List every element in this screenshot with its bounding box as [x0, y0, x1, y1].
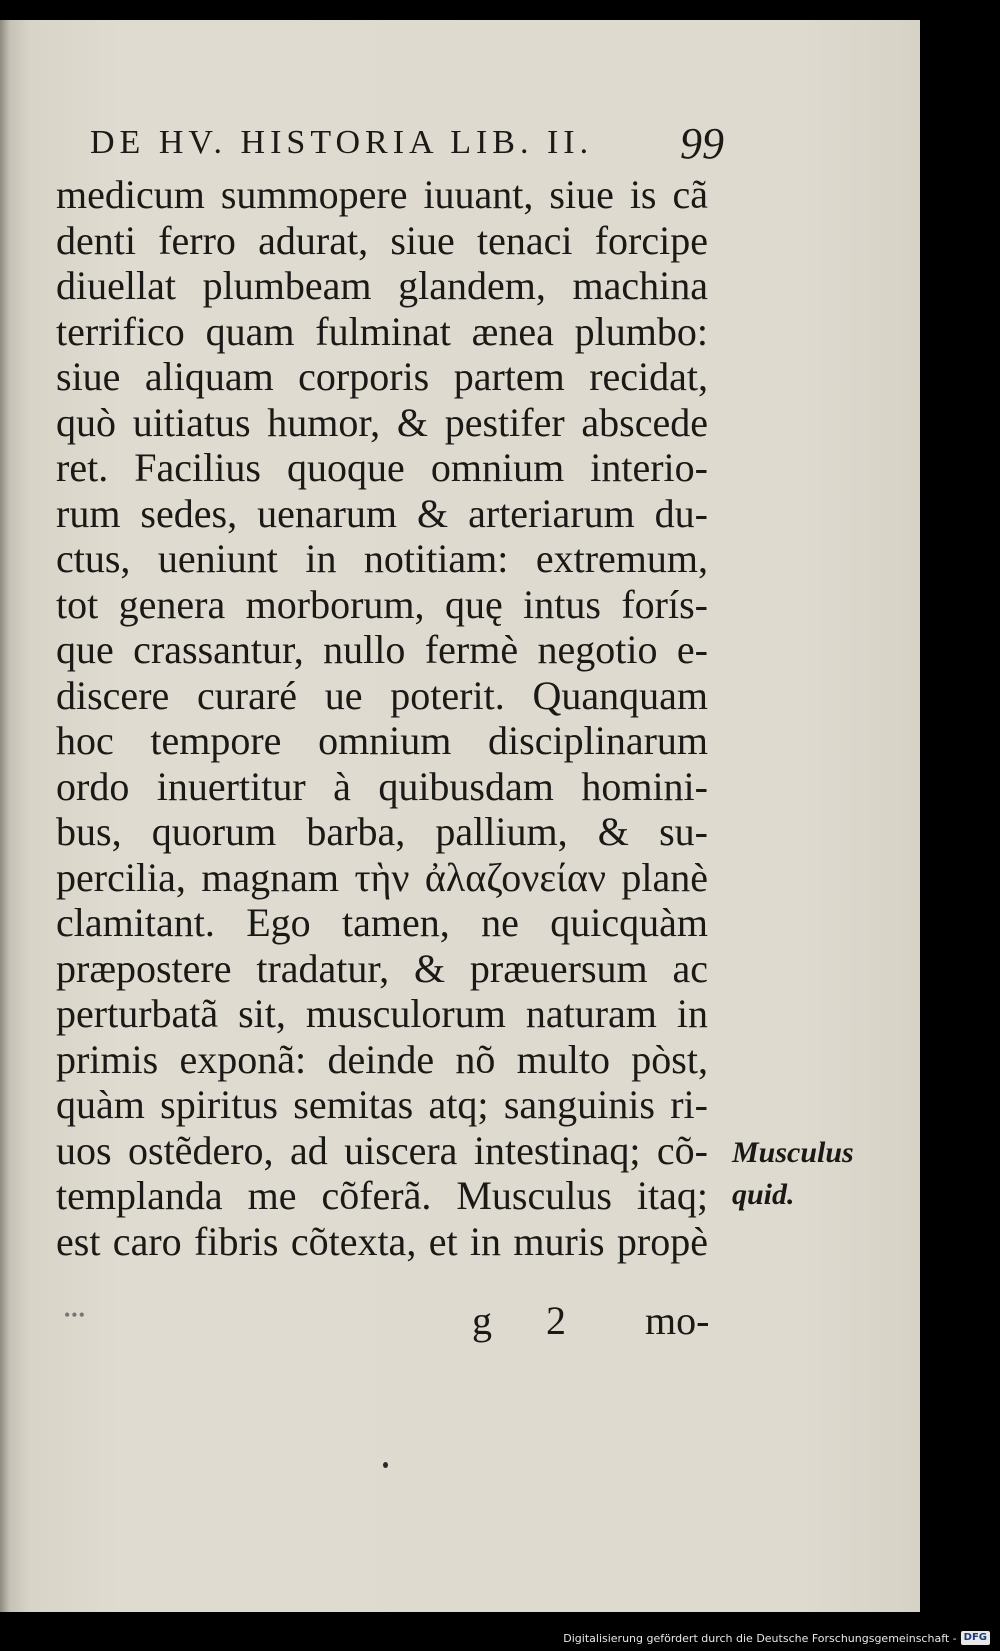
- catchword: mo-: [645, 1298, 710, 1343]
- body-text: [56, 172, 716, 1264]
- page-number: 99: [680, 119, 724, 168]
- text-line: ret. Facilius quoque omnium interio-: [56, 445, 708, 490]
- text-line: hoc tempore omnium disciplinarum: [56, 718, 708, 763]
- text-line: perturbatã sit, musculorum naturam in: [56, 991, 708, 1036]
- text-line: bus, quorum barba, pallium, & su-: [56, 809, 708, 854]
- text-line: quò uitiatus humor, & pestifer abscede: [56, 399, 708, 445]
- text-line: primis exponã: deinde nõ multo pòst,: [56, 1036, 708, 1082]
- text-line: percilia, magnam τὴν ἀλαζονείαν planè: [56, 854, 708, 900]
- text-line: ctus, ueniunt in notitiam: extremum,: [56, 536, 708, 581]
- text-line: siue aliquam corporis partem recidat,: [56, 354, 708, 399]
- text-line: tot genera morborum, quę intus forís-: [56, 581, 708, 627]
- text-line: medicum summopere iuuant, siue is cã: [56, 172, 708, 217]
- catchline: [60, 1297, 720, 1343]
- text-line: uos ostẽdero, ad uiscera intestinaq; cõ-: [56, 1127, 708, 1173]
- text-line: terrifico quam fulminat ænea plumbo:: [56, 308, 708, 354]
- text-line: ordo inuertitur à quibusdam homini-: [56, 763, 708, 809]
- page-binding-edge: [0, 20, 10, 1612]
- margin-note: Musculus: [732, 1136, 854, 1169]
- running-header: [90, 119, 730, 168]
- ink-dot: [383, 1462, 388, 1468]
- margin-note: quid.: [732, 1178, 795, 1211]
- text-line: quàm spiritus semitas atq; sanguinis ri-: [56, 1082, 708, 1127]
- text-line: est caro fibris cõtexta, et in muris propè: [56, 1218, 708, 1264]
- text-line: clamitant. Ego tamen, ne quicquàm: [56, 900, 708, 945]
- text-line: templanda me cõferã. Musculus itaq;: [56, 1173, 708, 1218]
- text-line: que crassantur, nullo fermè negotio e-: [56, 627, 708, 672]
- running-title: DE HV. HISTORIA LIB. II.: [90, 124, 594, 161]
- dfg-logo-icon: DFG: [961, 1631, 990, 1645]
- footer-credit: Digitalisierung gefördert durch die Deutsche Forschungsgemeinschaft -: [563, 1631, 957, 1645]
- text-line: præpostere tradatur, & præuersum ac: [56, 945, 708, 991]
- digitization-footer: [563, 1631, 990, 1645]
- signature-mark: g 2: [472, 1298, 588, 1343]
- text-line: diuellat plumbeam glandem, machina: [56, 263, 708, 308]
- text-line: rum sedes, uenarum & arteriarum du-: [56, 490, 708, 536]
- text-line: discere curaré ue poterit. Quanquam: [56, 672, 708, 718]
- text-line: denti ferro adurat, siue tenaci forcipe: [56, 217, 708, 263]
- ink-smudge: •••: [64, 1305, 86, 1325]
